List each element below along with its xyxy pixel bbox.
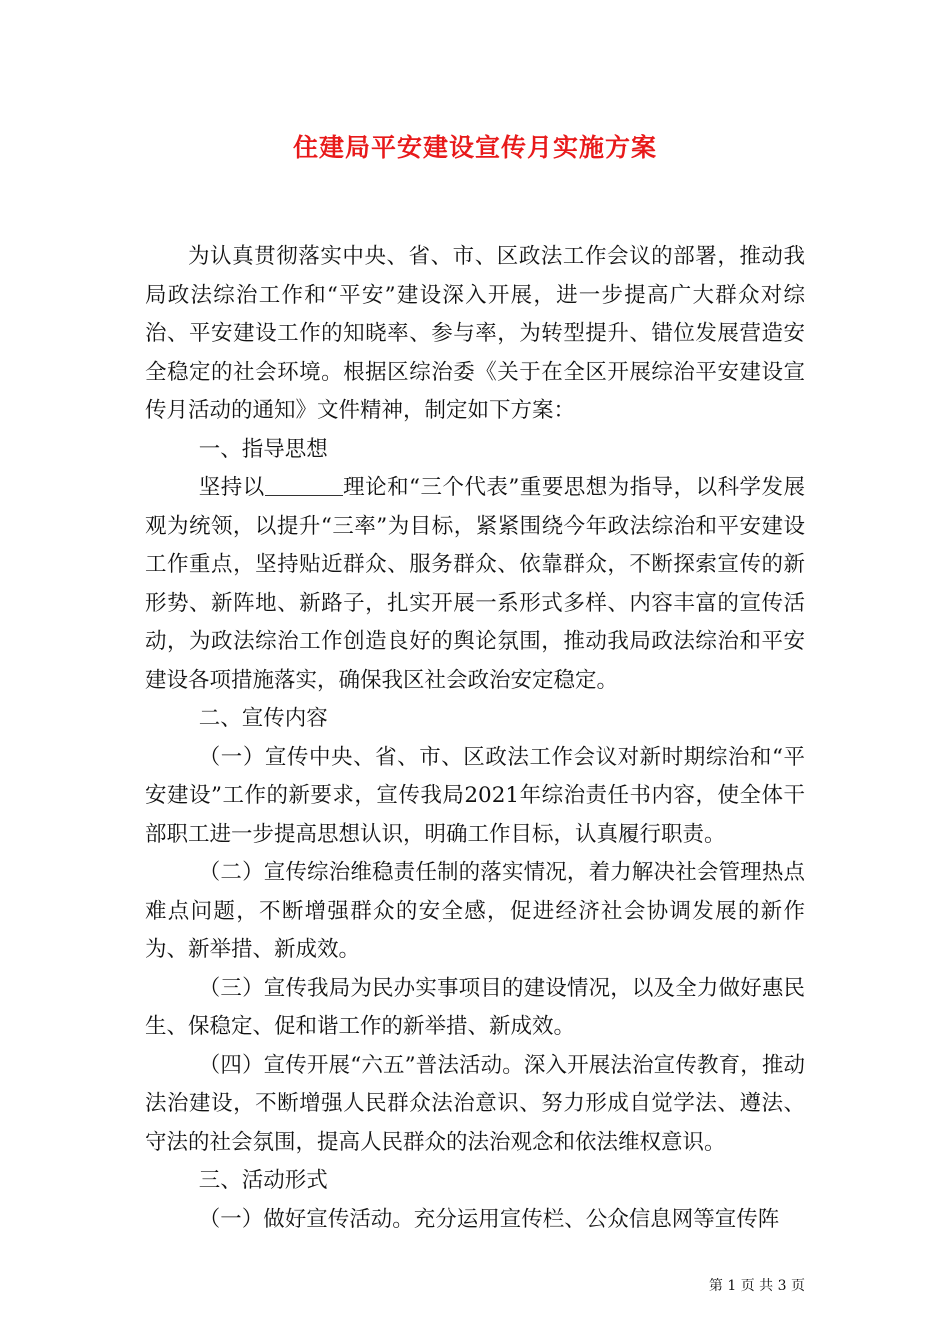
section-heading-activity-forms: 三、活动形式 xyxy=(198,1168,328,1193)
content-item-3: （三）宣传我局为民办实事项目的建设情况，以及全力做好惠民生、保稳定、促和谐工作的新举措、新成效。 xyxy=(145,975,805,1039)
content-item-2: （二）宣传综治维稳责任制的落实情况，着力解决社会管理热点难点问题，不断增强群众的安全感，促进经济社会协调发展的新作为、新举措、新成效。 xyxy=(145,860,805,962)
document-title: 住建局平安建设宣传月实施方案 xyxy=(292,133,657,162)
document-body xyxy=(145,238,805,1239)
guiding-ideology-paragraph xyxy=(145,469,805,700)
content-item-1: （一）宣传中央、省、市、区政法工作会议对新时期综治和“平安建设”工作的新要求，宣传我局2021年综治责任书内容，使全体干部职工进一步提高思想认识，明确工作目标，认真履行职责。 xyxy=(145,744,805,847)
content-item-4: （四）宣传开展“六五”普法活动。深入开展法治宣传教育，推动法治建设，不断增强人民群众法治意识、努力形成自觉学法、遵法、守法的社会氛围，提高人民群众的法治观念和依法维权意识。 xyxy=(145,1052,805,1155)
section-heading-publicity-content: 二、宣传内容 xyxy=(198,706,328,731)
guiding-ideology-text-before: 坚持以 xyxy=(198,475,265,500)
intro-paragraph: 为认真贯彻落实中央、省、市、区政法工作会议的部署，推动我局政法综治工作和“平安”建设深入开展，进一步提高广大群众对综治、平安建设工作的知晓率、参与率，为转型提升、错位发展营造安全稳定的社会环境。根据区综治委《关于在全区开展综治平安建设宣传月活动的通知》文件精神，制定如下方案： xyxy=(145,244,805,423)
activity-form-item-1: （一）做好宣传活动。充分运用宣传栏、公众信息网等宣传阵 xyxy=(198,1206,780,1232)
page-number: 第 1 页 共 3 页 xyxy=(708,1278,805,1294)
fill-in-blank xyxy=(265,474,343,497)
guiding-ideology-text-after: 理论和“三个代表”重要思想为指导，以科学发展观为统领，以提升“三率”为目标，紧紧围绕今年政法综治和平安建设工作重点，坚持贴近群众、服务群众、依靠群众，不断探索宣传的新形势、新阵地、新路子，扎实开展一系形式多样、内容丰富的宣传活动，为政法综治工作创造良好的舆论氛围，推动我局政法综治和平安建设各项措施落实，确保我区社会政治安定稳定。 xyxy=(145,475,805,693)
section-heading-guiding-ideology: 一、指导思想 xyxy=(198,436,328,462)
